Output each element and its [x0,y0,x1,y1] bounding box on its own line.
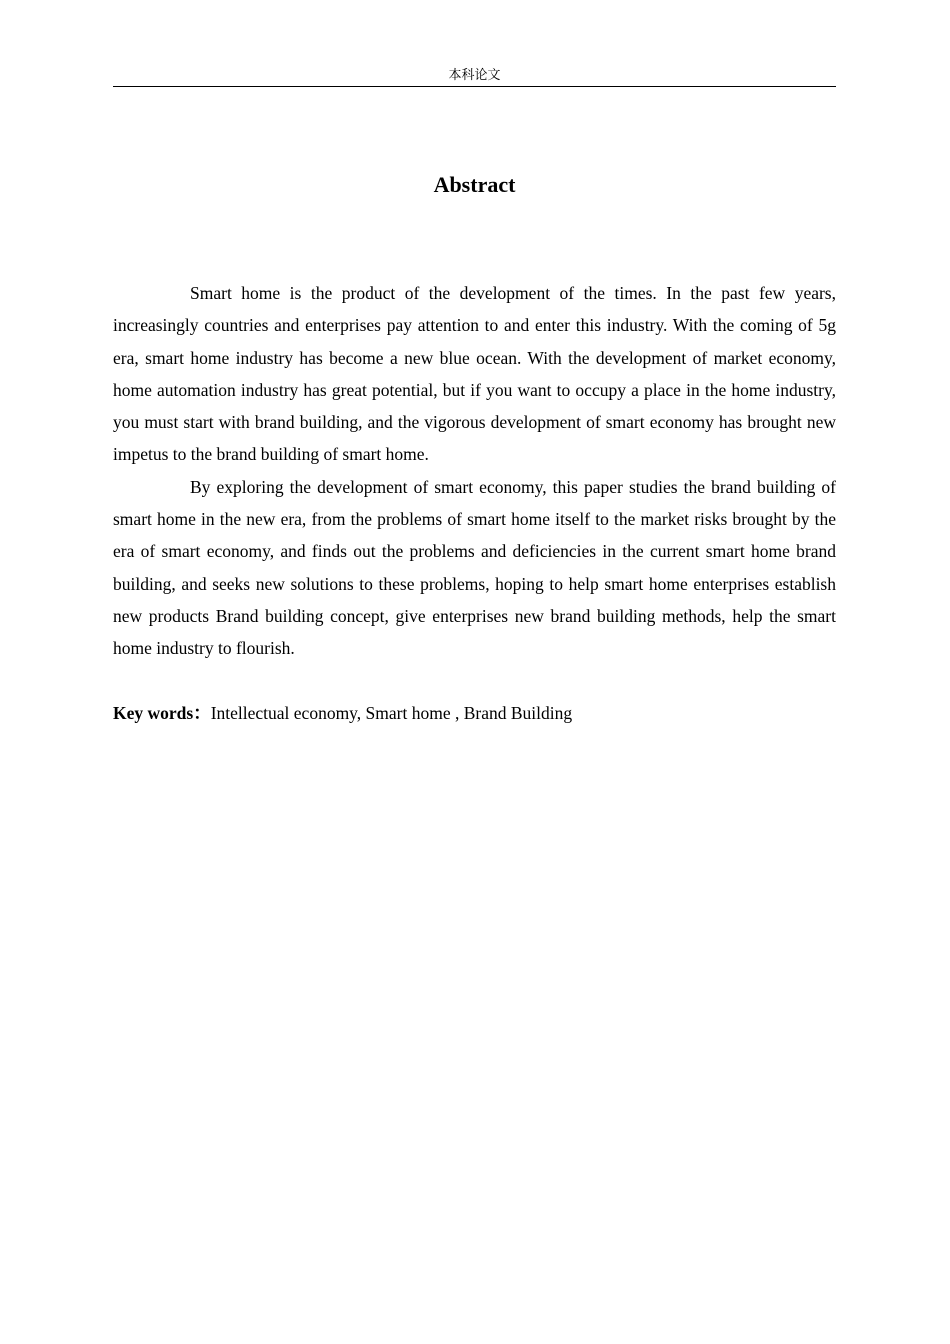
keywords-line [113,697,836,729]
abstract-body [113,277,836,665]
abstract-paragraph-1: Smart home is the product of the development of the times. In the past few years, increasingly countries and enterprises pay attention to and enter this industry. With the coming of 5g era, smart home industry has become a new blue ocean. With the development of market economy, home automation industry has great potential, but if you want to occupy a place in the home industry, you must start with brand building, and the vigorous development of smart economy has brought new impetus to the brand building of smart home. [113,283,836,465]
abstract-title: Abstract [433,172,516,197]
abstract-paragraph-2: By exploring the development of smart economy, this paper studies the brand building of smart home in the new era, from the problems of smart home itself to the market risks brought by the era of smart economy, and finds out the problems and deficiencies in the current smart home brand building, and seeks new solutions to these problems, hoping to help smart home enterprises establish new products Brand building concept, give enterprises new brand building methods, help the smart home industry to flourish. [113,476,836,659]
keywords-value: Intellectual economy, Smart home , Brand Building [210,703,573,723]
running-header: 本科论文 [113,66,836,87]
keywords-label: Key words： [113,703,211,723]
